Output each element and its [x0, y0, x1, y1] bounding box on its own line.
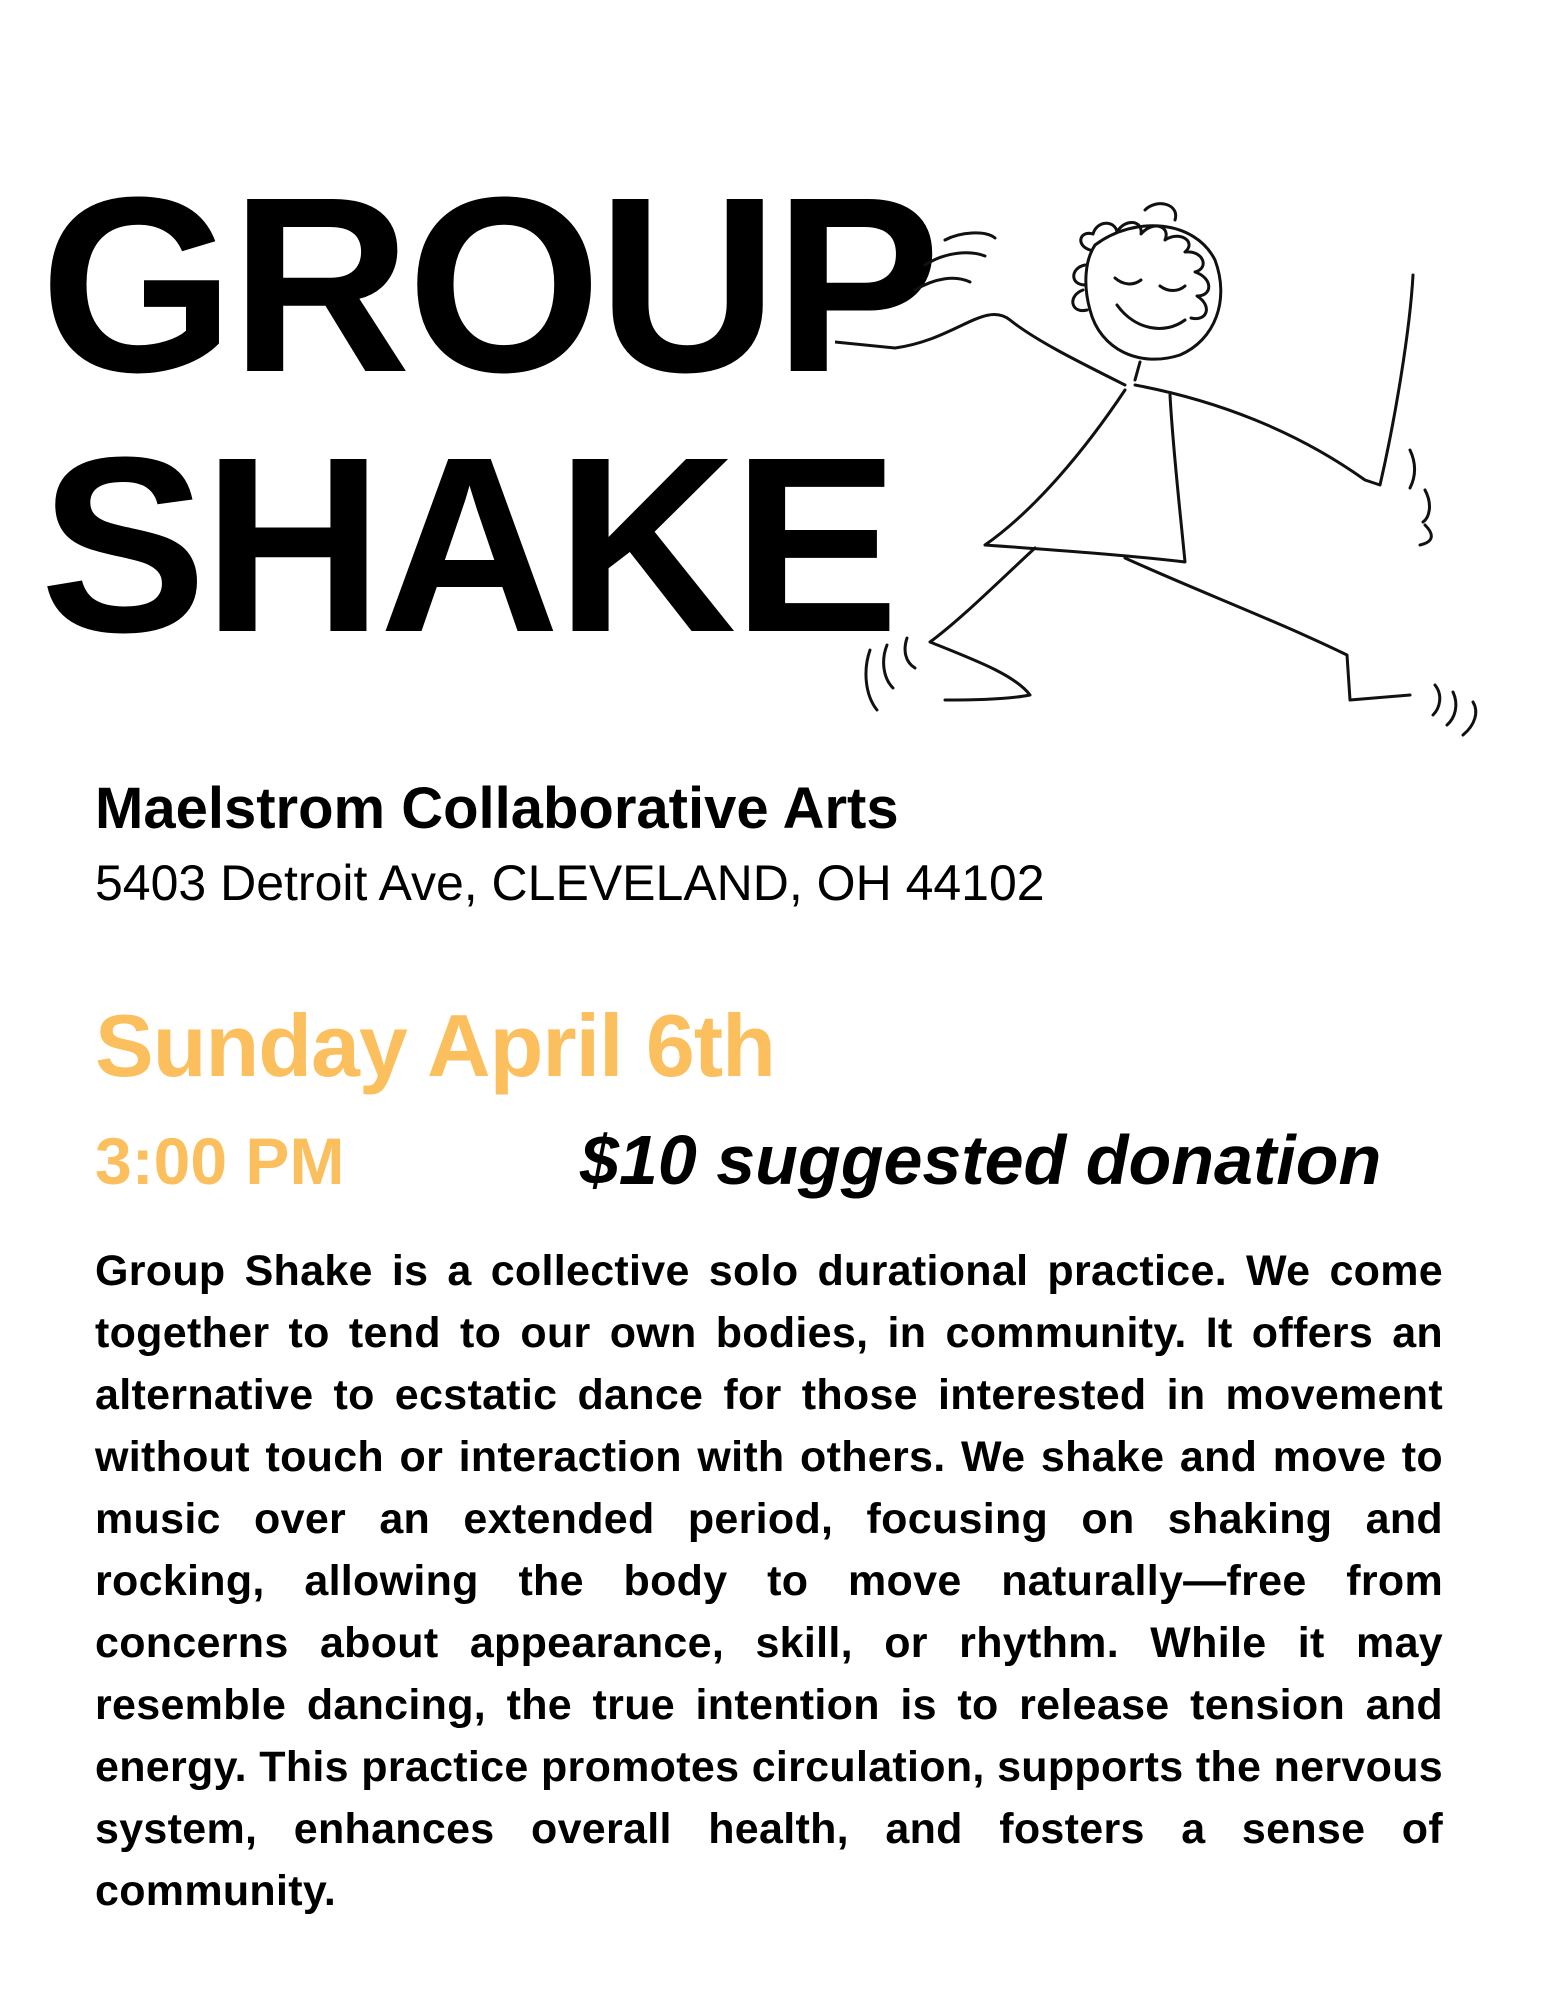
- figure-leg-left: [930, 548, 1035, 700]
- event-time: 3:00 PM: [95, 1124, 345, 1198]
- motion-lines-hand-right: [1410, 450, 1431, 545]
- event-donation: $10 suggested donation: [580, 1121, 1382, 1199]
- figure-smile: [1117, 305, 1185, 328]
- title-line-2: SHAKE: [40, 405, 896, 684]
- dancing-figure-icon: [835, 190, 1515, 760]
- figure-hair: [1073, 222, 1209, 318]
- figure-neck: [1135, 362, 1140, 380]
- venue-name: Maelstrom Collaborative Arts: [95, 776, 899, 841]
- venue-address: 5403 Detroit Ave, CLEVELAND, OH 44102: [95, 855, 1045, 911]
- motion-lines-foot-left: [866, 638, 915, 710]
- motion-lines-hand-left: [915, 233, 995, 290]
- figure-eye-left: [1115, 278, 1141, 284]
- title-line-1: GROUP: [40, 145, 937, 424]
- figure-arm-left: [835, 314, 1125, 385]
- figure-leg-right: [1125, 558, 1410, 700]
- event-date: Sunday April 6th: [95, 996, 775, 1095]
- event-description: Group Shake is a collective solo durational practice. We come together to tend to our own bodies, in community. It offers an alternative to ecstatic dance for those interested in movement without touch or interaction with others. We shake and move to music over an extended period, focusing on shaking and rocking, allowing the body to move naturally—free from concerns about appearance, skill, or rhythm. While it may resemble dancing, the true intention is to release tension and energy. This practice promotes circulation, supports the nervous system, enhances overall health, and fosters a sense of community.: [95, 1247, 1443, 1915]
- figure-eye-right: [1160, 286, 1185, 291]
- figure-head: [1086, 226, 1221, 359]
- figure-bun: [1145, 204, 1176, 220]
- motion-lines-foot-right: [1433, 685, 1476, 735]
- figure-dress: [985, 390, 1185, 562]
- figure-arm-right: [1135, 275, 1413, 485]
